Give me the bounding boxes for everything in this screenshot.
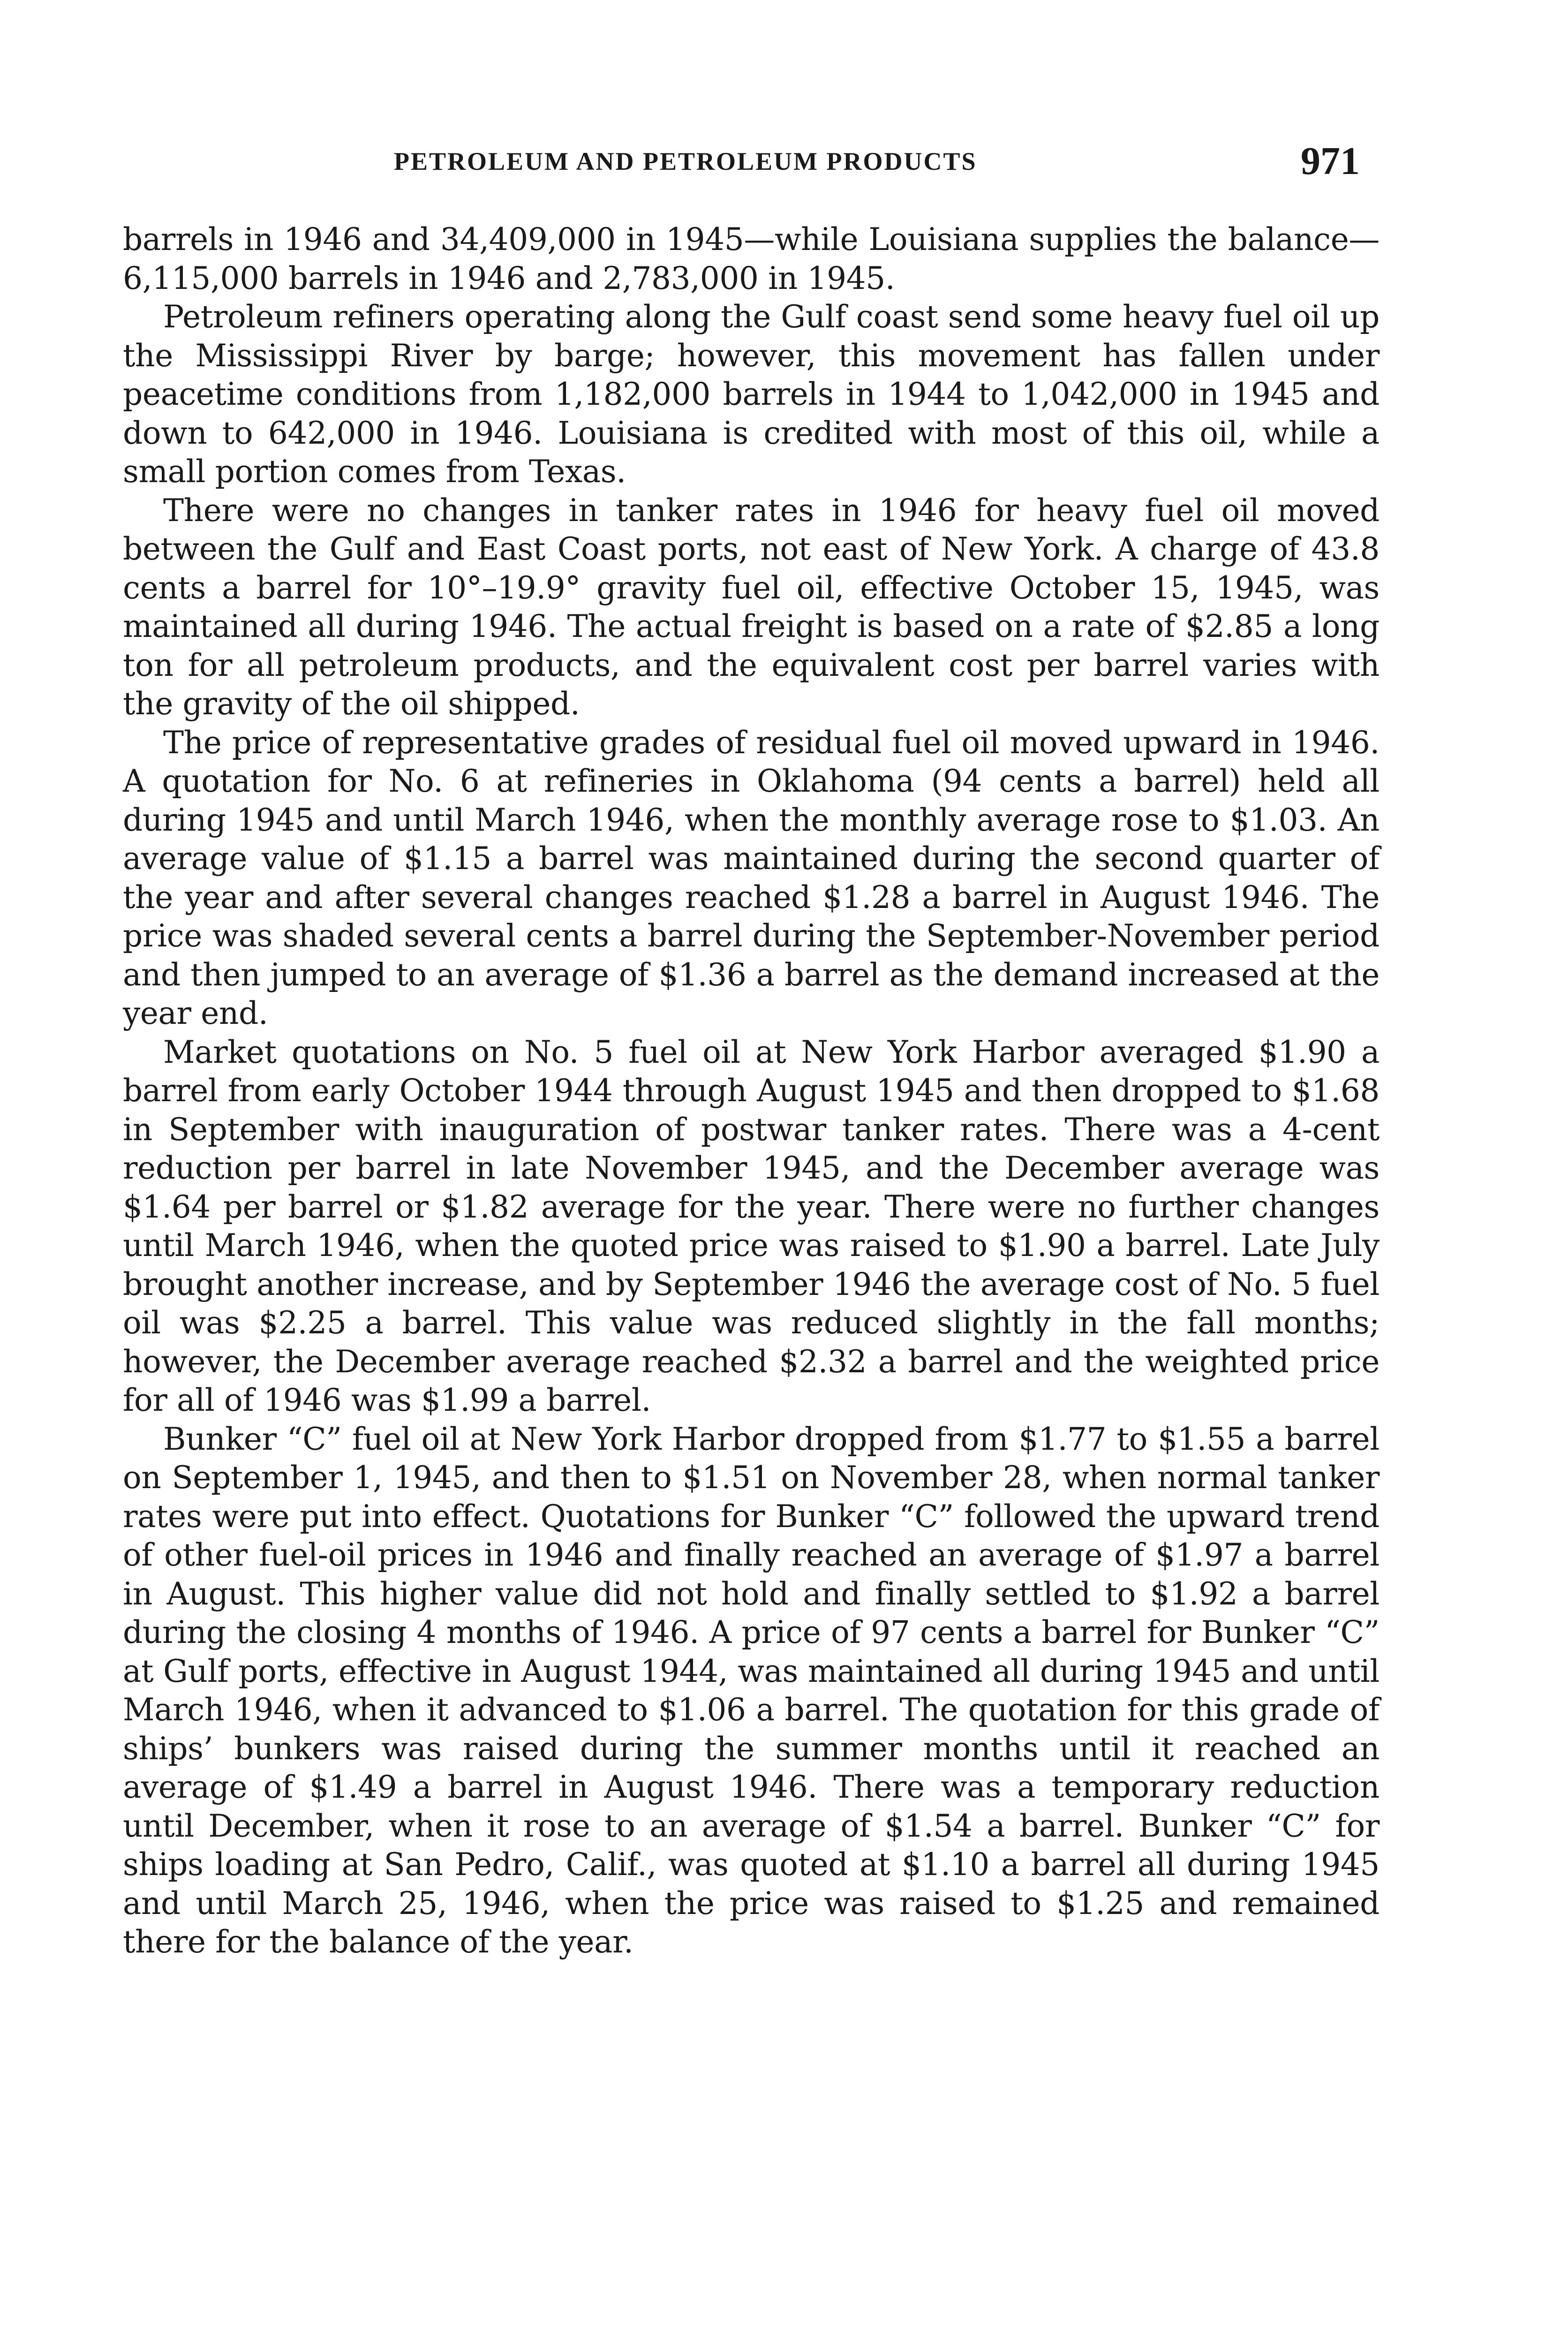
paragraph-gulf-barge: Petroleum refiners operating along the Gulf coast send some heavy fuel oil up the Mississippi River by barge; however, this movement has fallen under peacetime conditions from 1,182,000 barrels in 1944 to 1,042,000 in 1945 and down to 642,000 in 1946. Louisiana is credited with most of this oil, while a small portion comes from Texas. xyxy=(123,299,1380,490)
page-number: 971 xyxy=(1301,139,1360,183)
paragraph-residual-price: The price of representative grades of residual fuel oil moved upward in 1946. A quotation for No. 6 at refineries in Oklahoma (94 cents a barrel) held all during 1945 and until March 1946, when the monthly average rose to $1.03. An average value of $1.15 a barrel was maintained during the second quarter of the year and after several changes reached $1.28 a barrel in August 1946. The price was shaded several cents a barrel during the September-November period and then jumped to an average of $1.36 a barrel as the demand increased at the year end. xyxy=(123,724,1380,1031)
running-head xyxy=(122,138,1388,190)
paragraph-no5-fuel-oil: Market quotations on No. 5 fuel oil at New York Harbor averaged $1.90 a barrel from early October 1944 through August 1945 and then dropped to $1.68 in September with inauguration of postwar tanker rates. There was a 4-cent reduction per barrel in late November 1945, and the December average was $1.64 per barrel or $1.82 average for the year. There were no further changes until March 1946, when the quoted price was raised to $1.90 a barrel. Late July brought another increase, and by September 1946 the average cost of No. 5 fuel oil was $2.25 a barrel. This value was reduced slightly in the fall months; however, the December average reached $2.32 a barrel and the weighted price for all of 1946 was $1.99 a barrel. xyxy=(123,1034,1380,1418)
paragraph-bunker-c: Bunker “C” fuel oil at New York Harbor dropped from $1.77 to $1.55 a barrel on September 1, 1945, and then to $1.51 on November 28, when normal tanker rates were put into effect. Quotations for Bunker “C” followed the upward trend of other fuel-oil prices in 1946 and finally reached an average of $1.97 a barrel in August. This higher value did not hold and finally settled to $1.92 a barrel during the closing 4 months of 1946. A price of 97 cents a barrel for Bunker “C” at Gulf ports, effective in August 1944, was maintained all during 1945 and until March 1946, when it advanced to $1.06 a barrel. The quotation for this grade of ships’ bunkers was raised during the summer months until it reached an average of $1.49 a barrel in August 1946. There was a temporary reduction until December, when it rose to an average of $1.54 a barrel. Bunker “C” for ships loading at San Pedro, Calif., was quoted at $1.10 a barrel all during 1945 and until March 25, 1946, when the price was raised to $1.25 and remained there for the balance of the year. xyxy=(123,1421,1380,1960)
paragraph-continued: barrels in 1946 and 34,409,000 in 1945—while Louisiana supplies the balance—6,115,000 barrels in 1946 and 2,783,000 in 1945. xyxy=(123,221,1380,296)
body-text xyxy=(123,220,1380,1962)
paragraph-tanker-rates: There were no changes in tanker rates in 1946 for heavy fuel oil moved between the Gulf and East Coast ports, not east of New York. A charge of 43.8 cents a barrel for 10°–19.9° gravity fuel oil, effective October 15, 1945, was maintained all during 1946. The actual freight is based on a rate of $2.85 a long ton for all petroleum products, and the equivalent cost per barrel varies with the gravity of the oil shipped. xyxy=(123,492,1380,722)
running-title: PETROLEUM AND PETROLEUM PRODUCTS xyxy=(394,147,977,175)
